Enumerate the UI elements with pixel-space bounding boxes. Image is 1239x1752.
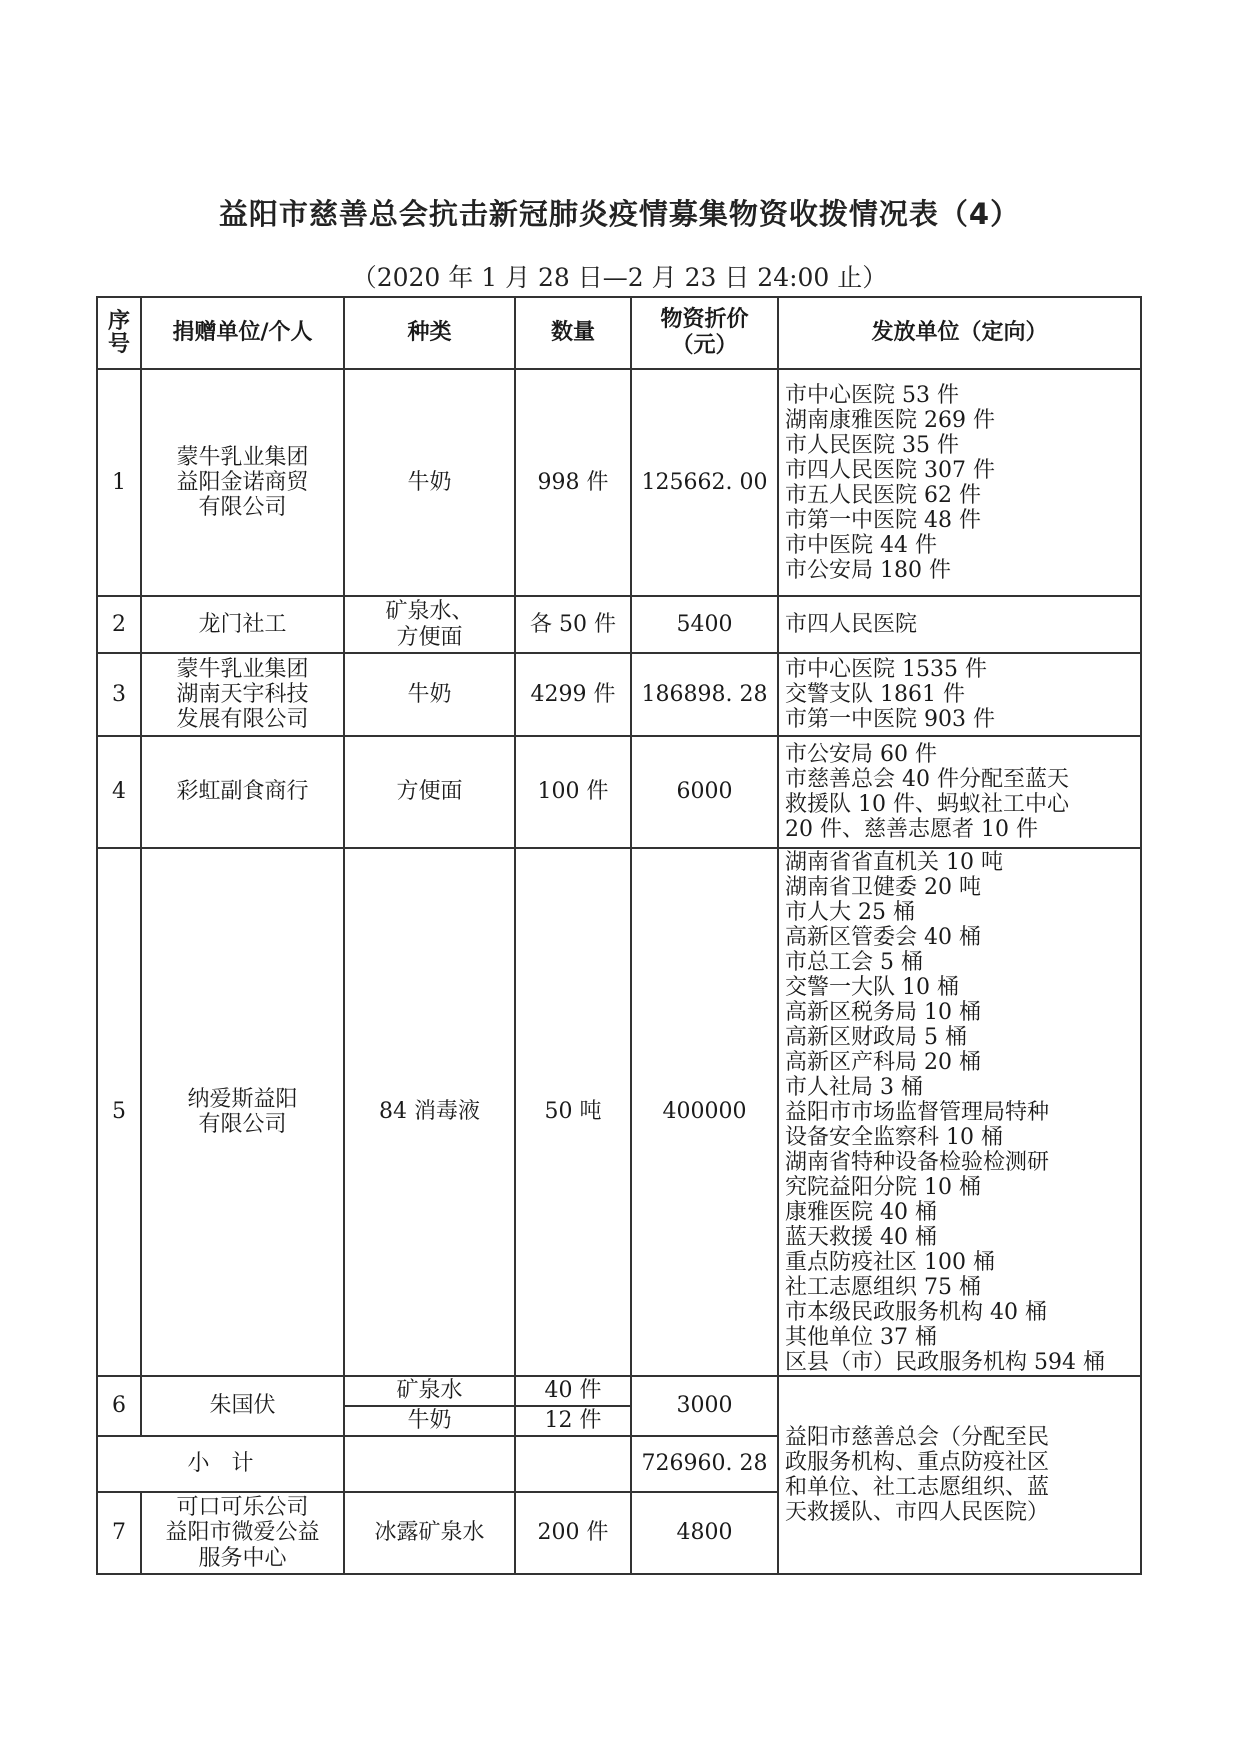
row-qty: 998 件 [515, 369, 631, 596]
dist-line: 市公安局 60 件 [785, 742, 937, 767]
dist-line: 湖南省省直机关 10 吨 [785, 849, 1003, 875]
dist-line: 重点防疫社区 100 桶 [785, 1249, 995, 1275]
table-row [97, 1376, 1141, 1406]
row-seq: 7 [97, 1492, 141, 1574]
donor-line: 蒙牛乳业集团 [176, 656, 309, 682]
donor-line: 发展有限公司 [176, 707, 309, 733]
row-value: 3000 [631, 1376, 778, 1436]
dist-line: 市本级民政服务机构 40 桶 [785, 1299, 1047, 1325]
dist-line: 市四人民医院 307 件 [785, 457, 995, 483]
table-row [97, 736, 1141, 848]
row-type: 方便面 [344, 736, 515, 848]
row-value: 6000 [631, 736, 778, 848]
row-seq: 1 [97, 369, 141, 596]
donor-line: 有限公司 [198, 1112, 287, 1137]
dist-line: 和单位、社工志愿组织、蓝 [785, 1475, 1050, 1500]
header-type: 种类 [344, 297, 515, 369]
dist-line: 区县（市）民政服务机构 594 桶 [785, 1349, 1105, 1375]
table-row [97, 848, 1141, 1376]
row-seq: 2 [97, 596, 141, 653]
dist-line: 市中心医院 53 件 [785, 382, 959, 408]
type-line: 方便面 [396, 624, 463, 650]
table-row [97, 369, 1141, 596]
header-seq-line: 序 [107, 308, 130, 334]
donation-table [96, 296, 1142, 1575]
row-qty: 40 件 [515, 1376, 631, 1406]
header-seq-line: 号 [107, 332, 130, 357]
row-donor [141, 1492, 344, 1574]
dist-line: 益阳市慈善总会（分配至民 [785, 1425, 1050, 1450]
donor-line: 纳爱斯益阳 [187, 1086, 298, 1112]
dist-line: 蓝天救援 40 桶 [785, 1224, 937, 1250]
row-type: 84 消毒液 [344, 848, 515, 1376]
table-row [97, 596, 1141, 653]
dist-line: 其他单位 37 桶 [785, 1324, 937, 1350]
dist-line: 20 件、慈善志愿者 10 件 [785, 817, 1038, 842]
row-seq: 3 [97, 653, 141, 736]
dist-line: 政服务机构、重点防疫社区 [785, 1450, 1050, 1475]
row-type: 牛奶 [344, 653, 515, 736]
row-donor: 朱国伏 [141, 1376, 344, 1436]
donor-line: 湖南天宇科技 [176, 681, 309, 707]
row-value: 400000 [631, 848, 778, 1376]
table-row [97, 653, 1141, 736]
dist-line: 设备安全监察科 10 桶 [785, 1124, 1003, 1150]
row-qty: 200 件 [515, 1492, 631, 1574]
dist-line: 交警支队 1861 件 [785, 682, 965, 707]
subtotal-label: 小 计 [97, 1436, 344, 1492]
header-value [631, 297, 778, 369]
row-value: 4800 [631, 1492, 778, 1574]
row-type: 牛奶 [344, 1406, 515, 1436]
dist-line: 救援队 10 件、蚂蚁社工中心 [785, 792, 1069, 817]
row-distribution [778, 653, 1141, 736]
row-donor: 龙门社工 [141, 596, 344, 653]
shared-distribution [778, 1376, 1141, 1574]
row-distribution [778, 736, 1141, 848]
donor-line: 有限公司 [198, 495, 287, 521]
row-qty: 4299 件 [515, 653, 631, 736]
row-value: 186898. 28 [631, 653, 778, 736]
header-value-line: （元） [671, 333, 738, 358]
row-type [344, 596, 515, 653]
row-donor: 彩虹副食商行 [141, 736, 344, 848]
dist-line: 康雅医院 40 桶 [785, 1199, 937, 1225]
dist-line: 高新区产科局 20 桶 [785, 1049, 981, 1075]
header-qty: 数量 [515, 297, 631, 369]
dist-line: 市第一中医院 903 件 [785, 707, 995, 732]
header-distribution: 发放单位（定向） [778, 297, 1141, 369]
dist-line: 交警一大队 10 桶 [785, 974, 959, 1000]
dist-line: 湖南省特种设备检验检测研 [785, 1149, 1050, 1175]
dist-line: 究院益阳分院 10 桶 [785, 1174, 981, 1200]
donor-line: 蒙牛乳业集团 [176, 444, 309, 470]
table-header-row [97, 297, 1141, 369]
row-value: 125662. 00 [631, 369, 778, 596]
dist-line: 市中医院 44 件 [785, 532, 937, 558]
subtotal-value: 726960. 28 [631, 1436, 778, 1492]
row-value: 5400 [631, 596, 778, 653]
dist-line: 市中心医院 1535 件 [785, 657, 987, 682]
row-donor [141, 848, 344, 1376]
page-title: 益阳市慈善总会抗击新冠肺炎疫情募集物资收拨情况表（4） [218, 197, 1021, 231]
dist-line: 市人大 25 桶 [785, 899, 915, 925]
dist-line: 湖南康雅医院 269 件 [785, 407, 995, 433]
row-qty: 50 吨 [515, 848, 631, 1376]
dist-line: 湖南省卫健委 20 吨 [785, 874, 981, 900]
row-donor [141, 369, 344, 596]
donor-line: 可口可乐公司 [176, 1495, 309, 1521]
header-value-line: 物资折价 [660, 306, 749, 332]
donor-line: 益阳市微爱公益 [165, 1520, 320, 1546]
row-type: 牛奶 [344, 369, 515, 596]
date-range-subtitle: （2020 年 1 月 28 日—2 月 23 日 24:00 止） [351, 263, 888, 292]
row-distribution [778, 848, 1141, 1376]
dist-line: 社工志愿组织 75 桶 [785, 1274, 981, 1300]
header-seq [97, 297, 141, 369]
dist-line: 市慈善总会 40 件分配至蓝天 [785, 767, 1069, 792]
row-distribution [778, 369, 1141, 596]
header-donor: 捐赠单位/个人 [141, 297, 344, 369]
dist-line: 市人民医院 35 件 [785, 432, 959, 458]
row-seq: 4 [97, 736, 141, 848]
row-qty: 100 件 [515, 736, 631, 848]
row-seq: 5 [97, 848, 141, 1376]
dist-line: 天救援队、市四人民医院） [785, 1500, 1050, 1525]
dist-line: 市第一中医院 48 件 [785, 507, 981, 533]
row-type: 矿泉水 [344, 1376, 515, 1406]
donor-line: 益阳金诺商贸 [176, 469, 309, 495]
dist-line: 市总工会 5 桶 [785, 949, 923, 975]
dist-line: 市人社局 3 桶 [785, 1074, 923, 1100]
row-donor [141, 653, 344, 736]
dist-line: 高新区财政局 5 桶 [785, 1024, 967, 1050]
dist-line: 高新区税务局 10 桶 [785, 999, 981, 1025]
row-qty: 12 件 [515, 1406, 631, 1436]
dist-line: 市五人民医院 62 件 [785, 482, 981, 508]
donor-line: 服务中心 [198, 1545, 287, 1571]
row-distribution: 市四人民医院 [778, 596, 1141, 653]
dist-line: 高新区管委会 40 桶 [785, 924, 981, 950]
dist-line: 市公安局 180 件 [785, 557, 951, 583]
row-seq: 6 [97, 1376, 141, 1436]
subtotal-empty-type [344, 1436, 515, 1492]
type-line: 矿泉水、 [385, 599, 474, 625]
subtotal-empty-qty [515, 1436, 631, 1492]
row-qty: 各 50 件 [515, 596, 631, 653]
dist-line: 益阳市市场监督管理局特种 [785, 1099, 1050, 1125]
row-type: 冰露矿泉水 [344, 1492, 515, 1574]
